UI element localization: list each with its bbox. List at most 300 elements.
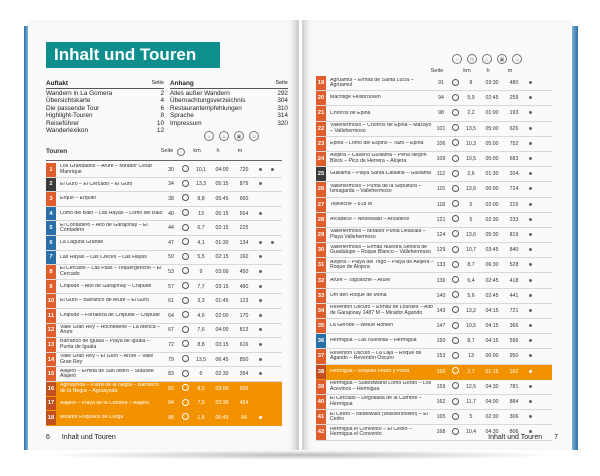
grade-icon — [178, 238, 192, 247]
tour-elevation: 806 — [509, 429, 519, 436]
tour-page: 112 — [436, 171, 446, 178]
tour-km: 7,6 — [197, 327, 205, 334]
tour-row[interactable] — [316, 137, 552, 152]
toc-entry-label: Übernachtungsverzeichnis — [170, 97, 246, 105]
tour-page: 136 — [436, 277, 446, 284]
grade-icon — [448, 185, 462, 194]
tour-elevation: 781 — [509, 383, 519, 390]
tour-name: El Guro – Barranco de Arure – El Guro — [60, 298, 149, 304]
tour-number: 25 — [316, 167, 326, 181]
tour-name: Hermigua – Roques Pedro y Petra — [330, 368, 410, 374]
tour-km: 7,7 — [197, 283, 205, 290]
grade-icon — [448, 413, 462, 422]
toc-entry-label: Alles außer Wandern — [170, 90, 230, 97]
tour-km: 10,7 — [465, 247, 477, 254]
tour-row[interactable] — [316, 258, 552, 273]
tour-number: 19 — [316, 76, 326, 90]
tour-duration: 04:15 — [485, 323, 499, 330]
tour-number: 36 — [316, 334, 326, 348]
feature-dot-1 — [524, 293, 536, 299]
toc-entry-page: 2 — [160, 90, 164, 97]
tour-row[interactable] — [316, 365, 552, 380]
tour-elevation: 170 — [239, 312, 249, 319]
tour-row[interactable] — [316, 289, 552, 304]
tour-elevation: 720 — [239, 166, 249, 173]
tour-name: Vallehermoso – Ermita Nuestra Señora de Guadalupe – Roque Blanco – Vallehermoso — [330, 244, 431, 256]
child-icon: ☺ — [512, 54, 522, 64]
grade-icon — [448, 79, 462, 88]
tour-row[interactable] — [46, 251, 282, 266]
feature-dot-1 — [524, 186, 536, 192]
toc-entry[interactable] — [170, 105, 288, 112]
grade-icon — [448, 94, 462, 103]
grade-icon — [448, 306, 462, 315]
tour-number: 21 — [316, 106, 326, 120]
tour-elevation: 683 — [509, 156, 519, 163]
tour-page: 153 — [436, 353, 446, 360]
tour-duration: 06:30 — [485, 262, 499, 269]
tour-number: 30 — [316, 243, 326, 257]
tour-name: Reventón Oscuro – Ermita de Lourdes – Alto de Garajonay 1487 M – Mirador Agando — [330, 305, 433, 316]
tour-name: El Cercado – Las Pilas – Tequergenche – El Cercado — [60, 266, 162, 277]
toc-entry-page: 4 — [160, 97, 164, 105]
grade-icon — [448, 230, 462, 239]
tour-number: 17 — [46, 397, 56, 411]
tour-elevation: 884 — [509, 399, 519, 406]
grade-icon — [448, 246, 462, 255]
sun-icon: ☼ — [452, 54, 462, 64]
tour-elevation: 450 — [239, 268, 249, 275]
tour-row[interactable] — [46, 367, 282, 382]
tour-page: 147 — [436, 323, 446, 330]
tour-duration: 03:00 — [215, 385, 229, 392]
tour-duration: 04:30 — [485, 429, 499, 436]
toc-entry-label: Sprache — [170, 112, 194, 120]
tour-number: 4 — [46, 207, 56, 221]
tour-number: 41 — [316, 410, 326, 424]
tour-row[interactable] — [316, 243, 552, 258]
tour-km: 7,5 — [197, 400, 205, 407]
feature-dot-1 — [524, 399, 536, 405]
tour-name: Alojera – Caserío Guillama – Peña Negrin Block – Pico de Herrera – Alojera — [330, 153, 427, 165]
grade-header-icon — [174, 148, 188, 158]
feature-dot-1 — [524, 126, 536, 132]
tour-number: 16 — [46, 382, 56, 396]
feature-dot-1 — [254, 284, 266, 290]
feature-dot-1 — [524, 369, 536, 375]
grade-icon — [178, 370, 192, 379]
tour-km: 9 — [199, 268, 203, 275]
tour-number: 9 — [46, 280, 56, 294]
tour-elevation: 134 — [239, 239, 249, 246]
toc-entry-label: Übersichtskarte — [46, 97, 91, 105]
toc-entry-label: Reiseführer — [46, 119, 80, 127]
tour-elevation: 721 — [509, 307, 519, 314]
tour-elevation: 354 — [239, 371, 249, 378]
tour-name: Chipude – Alto de Garajonay – Chipude — [60, 283, 152, 289]
touren-heading: Touren — [46, 148, 68, 155]
tour-elevation: 616 — [239, 341, 249, 348]
grade-icon — [448, 291, 462, 300]
tour-row[interactable] — [316, 228, 552, 243]
tour-row[interactable] — [316, 213, 552, 228]
grade-icon — [448, 109, 462, 118]
feature-dot-1 — [524, 141, 536, 147]
grade-icon — [448, 215, 462, 224]
tour-km: 5 — [469, 216, 473, 223]
tour-duration: 03:15 — [215, 341, 229, 348]
tour-elevation: 950 — [509, 353, 519, 360]
toc-entry[interactable] — [170, 112, 288, 119]
tour-row[interactable] — [316, 380, 552, 395]
grade-icon — [178, 311, 192, 320]
feature-dot-1 — [524, 262, 536, 268]
feature-dot-2 — [266, 240, 278, 246]
tour-elevation: 724 — [509, 186, 519, 193]
tour-duration: 02:15 — [215, 254, 229, 261]
tour-duration: 05:00 — [485, 125, 499, 132]
tour-row[interactable] — [316, 410, 552, 425]
toc-entry-label: Highlight-Touren — [46, 112, 93, 120]
open-book — [28, 20, 572, 456]
toc-entry[interactable] — [170, 120, 288, 127]
tour-row[interactable] — [316, 106, 552, 121]
tour-number: 1 — [46, 163, 56, 177]
tour-duration: 04:15 — [485, 307, 499, 314]
grade-icon — [448, 155, 462, 164]
tour-name: Guillama – Playa Santa Catalina – Guillama — [330, 171, 431, 177]
tour-row[interactable] — [46, 353, 282, 368]
tour-duration: 02:15 — [215, 225, 229, 232]
tour-km: 8,7 — [467, 338, 475, 345]
tour-number: 42 — [316, 425, 326, 439]
toc-entry-label: Restaurantempfehlungen — [170, 104, 242, 112]
tour-number: 7 — [46, 251, 56, 265]
tour-page: 140 — [436, 292, 446, 299]
right-page — [302, 20, 572, 450]
tour-elevation: 418 — [509, 277, 519, 284]
tour-page: 162 — [436, 399, 446, 406]
m-header: m — [237, 148, 243, 154]
tour-row[interactable] — [316, 319, 552, 334]
feature-dot-1 — [254, 181, 266, 187]
feature-dot-1 — [254, 240, 266, 246]
toc-entry[interactable] — [46, 127, 164, 134]
toc-entry-page: 6 — [160, 104, 164, 112]
bus-icon: ▣ — [234, 131, 244, 141]
tour-name: El Contadero – Alto de Garajonay – El Contadero — [60, 222, 148, 234]
tour-row[interactable] — [46, 192, 282, 207]
toc-entry[interactable] — [46, 105, 164, 112]
grade-icon — [448, 322, 462, 331]
tour-km: 10,4 — [465, 429, 477, 436]
tour-elevation: 123 — [239, 298, 249, 305]
tour-km: 3,3 — [197, 298, 205, 305]
tour-duration: 05:00 — [485, 156, 499, 163]
left-footer — [46, 434, 116, 441]
feature-dot-1 — [254, 371, 266, 377]
tour-name: Mirador Roquillos de Cerga — [60, 415, 124, 421]
tour-row[interactable] — [46, 294, 282, 309]
feature-dot-1 — [524, 323, 536, 329]
tour-row[interactable] — [316, 273, 552, 288]
tour-row[interactable] — [316, 349, 552, 364]
tour-duration: 02:00 — [215, 312, 229, 319]
tour-duration: 05:45 — [215, 195, 229, 202]
tour-elevation: 850 — [239, 356, 249, 363]
feature-dot-1 — [524, 95, 536, 101]
page-title: Inhalt und Touren — [46, 42, 220, 68]
toc-entry-page: 310 — [277, 104, 288, 112]
tour-row[interactable] — [316, 122, 552, 137]
tour-row[interactable] — [46, 236, 282, 251]
anhang-section — [170, 80, 288, 141]
feature-dot-1 — [254, 254, 266, 260]
tour-elevation: 660 — [239, 195, 249, 202]
tour-page: 82 — [168, 385, 174, 392]
restaurant-icon: ♨ — [482, 54, 492, 64]
book-shadow — [38, 450, 562, 460]
tour-elevation: 441 — [509, 292, 519, 299]
right-page-number: 7 — [554, 434, 558, 441]
tour-page: 168 — [436, 429, 446, 436]
toc-entry-label: Wanderlexikon — [46, 127, 89, 135]
feature-dot-1 — [524, 278, 536, 284]
tour-km: 13,5 — [195, 356, 207, 363]
tour-name: Vallehermoso – Chorros de Epina – Macayo – Vallehermoso — [330, 123, 432, 134]
grade-icon — [178, 180, 192, 189]
tour-name: Alajeró – Ermita de San Isidro – Stausee Alajeró — [60, 368, 154, 380]
legend-icons — [204, 131, 299, 141]
tour-number: 40 — [316, 395, 326, 409]
tour-duration: 03:15 — [215, 283, 229, 290]
tour-number: 34 — [316, 304, 326, 318]
tour-number: 3 — [46, 192, 56, 206]
feature-dot-1 — [524, 110, 536, 116]
tour-row[interactable] — [46, 207, 282, 222]
tour-row[interactable] — [316, 395, 552, 410]
grade-icon — [448, 276, 462, 285]
tour-km: 10,5 — [465, 323, 477, 330]
tour-km: 4,1 — [197, 239, 205, 246]
tour-km: 6,7 — [197, 225, 205, 232]
feature-dot-1 — [254, 167, 266, 173]
tour-km: 8,5 — [197, 385, 205, 392]
tour-elevation: 654 — [239, 210, 249, 217]
tour-number: 26 — [316, 182, 326, 196]
tour-page: 84 — [168, 400, 174, 407]
grade-icon — [178, 194, 192, 203]
tour-name: Alojera – Playa del Trigo – Playa de Alojera – Roque de Alojera — [330, 259, 434, 271]
tour-page: 115 — [436, 186, 446, 193]
tour-row[interactable] — [316, 91, 552, 106]
km-header: km — [463, 68, 471, 74]
left-page — [28, 20, 299, 450]
tour-elevation: 454 — [239, 400, 249, 407]
toc-entry[interactable] — [170, 97, 288, 104]
toc-entry[interactable] — [46, 120, 164, 127]
auftakt-section — [46, 80, 164, 134]
tour-number: 24 — [316, 152, 326, 166]
tour-duration: 00:45 — [215, 414, 229, 421]
tour-row[interactable] — [46, 280, 282, 295]
grade-icon — [178, 297, 192, 306]
tour-duration: 02:30 — [215, 371, 229, 378]
tour-name: Vallehermoso – Punta de la Sepultura – Ismagarda – Vallehermoso — [330, 183, 422, 195]
tour-name: Arure – Taguluche – Arure — [330, 277, 391, 283]
feature-dot-1 — [524, 384, 536, 390]
tour-page: 150 — [436, 338, 446, 345]
tour-page: 53 — [168, 268, 174, 275]
tour-number: 28 — [316, 213, 326, 227]
grade-icon — [448, 139, 462, 148]
tour-name: Hermigua – Südostwand Lomo Gordo – Los Acevinos – Hermigua — [330, 381, 432, 392]
toc-entry[interactable] — [46, 97, 164, 104]
tour-name: Erque – Erquito — [60, 196, 97, 202]
tour-elevation: 160 — [239, 254, 249, 261]
tour-elevation: 528 — [509, 262, 519, 269]
tour-number: 10 — [46, 294, 56, 308]
tour-page: 47 — [168, 239, 174, 246]
tour-elevation: 480 — [509, 80, 519, 87]
tour-number: 8 — [46, 265, 56, 279]
tour-duration: 05:30 — [485, 231, 499, 238]
tour-row[interactable] — [46, 397, 282, 412]
tour-km: 13,3 — [195, 181, 207, 188]
grade-icon — [448, 170, 462, 179]
tour-km: 13 — [198, 210, 204, 217]
grade-icon — [178, 326, 192, 335]
feature-dot-1 — [524, 156, 536, 162]
toc-entry[interactable] — [46, 112, 164, 119]
tour-duration: 03:30 — [485, 80, 499, 87]
tour-km: 5 — [469, 414, 473, 421]
tour-name: Los Grandados – Arure – Mirador Cesar Manrique — [60, 164, 153, 175]
tour-duration: 06:00 — [485, 186, 499, 193]
tour-number: 14 — [46, 353, 56, 367]
tour-row[interactable] — [46, 178, 282, 193]
tour-elevation: 233 — [509, 216, 519, 223]
tour-row[interactable] — [46, 265, 282, 280]
tour-row[interactable] — [316, 182, 552, 197]
tour-page: 64 — [168, 312, 174, 319]
tour-elevation: 596 — [509, 338, 519, 345]
tour-row[interactable] — [316, 198, 552, 213]
tour-km: 6,4 — [467, 277, 475, 284]
tour-number: 27 — [316, 198, 326, 212]
m-header: m — [507, 68, 513, 74]
tour-number: 38 — [316, 365, 326, 379]
anhang-heading: Anhang — [170, 80, 194, 87]
bus-icon: ▣ — [497, 54, 507, 64]
feature-dot-1 — [524, 414, 536, 420]
tour-page: 101 — [436, 125, 446, 132]
tour-km: 2,7 — [467, 368, 475, 375]
tour-name: Epina – Lomo del Espino – Tazo – Epina — [330, 141, 424, 147]
toc-entry-page: 10 — [156, 119, 164, 127]
tour-elevation: 819 — [509, 231, 519, 238]
tour-page: 91 — [438, 80, 444, 87]
left-tour-table — [46, 163, 282, 426]
tour-duration: 02:45 — [485, 277, 499, 284]
tour-row[interactable] — [316, 167, 552, 182]
tour-row[interactable] — [316, 76, 552, 91]
tour-row[interactable] — [46, 221, 282, 236]
grade-icon — [178, 209, 192, 218]
tour-km: 8,7 — [467, 262, 475, 269]
toc-entry-page: 320 — [277, 119, 288, 127]
tour-duration: 06:00 — [485, 353, 499, 360]
tour-number: 29 — [316, 228, 326, 242]
auftakt-heading: Auftakt — [46, 80, 69, 87]
right-footer-label: Inhalt und Touren — [488, 434, 543, 441]
tour-page: 165 — [436, 414, 446, 421]
tour-duration: 01:00 — [485, 110, 499, 117]
tour-row[interactable] — [46, 411, 282, 426]
grade-icon — [178, 384, 192, 393]
tour-elevation: 193 — [509, 110, 519, 117]
tour-duration: 05:00 — [485, 140, 499, 147]
tour-page: 44 — [168, 225, 174, 232]
sun-icon: ☼ — [204, 131, 214, 141]
feature-dot-1 — [524, 202, 536, 208]
tour-km: 13,6 — [465, 186, 477, 193]
tour-elevation: 366 — [509, 323, 519, 330]
tour-row[interactable] — [46, 163, 282, 178]
tour-duration: 02:00 — [485, 201, 499, 208]
tour-name: El Cedro – Nebelwald (Wasserstollen) – El Cedro — [330, 411, 428, 423]
tour-page: 133 — [436, 262, 446, 269]
feature-dot-1 — [254, 269, 266, 275]
tour-row[interactable] — [316, 304, 552, 319]
right-table-header — [316, 68, 552, 74]
km-header: km — [193, 148, 201, 154]
tour-row[interactable] — [46, 338, 282, 353]
tour-duration: 01:45 — [215, 298, 229, 305]
clock-icon: ◷ — [467, 54, 477, 64]
tour-duration: 02:30 — [485, 414, 499, 421]
toc-entry-page: 292 — [277, 90, 288, 97]
tour-page: 109 — [436, 156, 446, 163]
tour-page: 38 — [168, 195, 174, 202]
tour-name: El Guro – El Cercado – El Guro — [60, 181, 133, 187]
tour-page: 72 — [168, 341, 174, 348]
tour-name: Hermigua – Las Nuevitas – Hermigua — [330, 338, 417, 344]
tour-row[interactable] — [316, 334, 552, 349]
tour-row[interactable] — [46, 324, 282, 339]
grade-icon — [448, 352, 462, 361]
tour-page: 106 — [436, 140, 446, 147]
tour-row[interactable] — [316, 152, 552, 167]
tour-row[interactable] — [46, 382, 282, 397]
tour-number: 31 — [316, 258, 326, 272]
tour-page: 118 — [436, 201, 446, 208]
tour-page: 156 — [436, 368, 446, 375]
tour-km: 8 — [469, 80, 473, 87]
tour-row[interactable] — [46, 309, 282, 324]
tour-name: Chorros de Epina — [330, 110, 371, 116]
tour-name: La Gerode – Weiße Höhlen — [330, 323, 394, 329]
tour-name: Vallehermoso – Mirador Punta Dealcalá – Playa Vallehermoso — [330, 229, 426, 240]
right-legend-icons — [452, 54, 522, 64]
tour-duration: 04:00 — [215, 327, 229, 334]
tour-duration: 01:15 — [485, 368, 499, 375]
tour-km: 5,9 — [467, 95, 475, 102]
tour-number: 5 — [46, 221, 56, 235]
tour-elevation: 879 — [239, 181, 249, 188]
toc-entry-label: Impressum — [170, 119, 202, 127]
tour-number: 33 — [316, 289, 326, 303]
